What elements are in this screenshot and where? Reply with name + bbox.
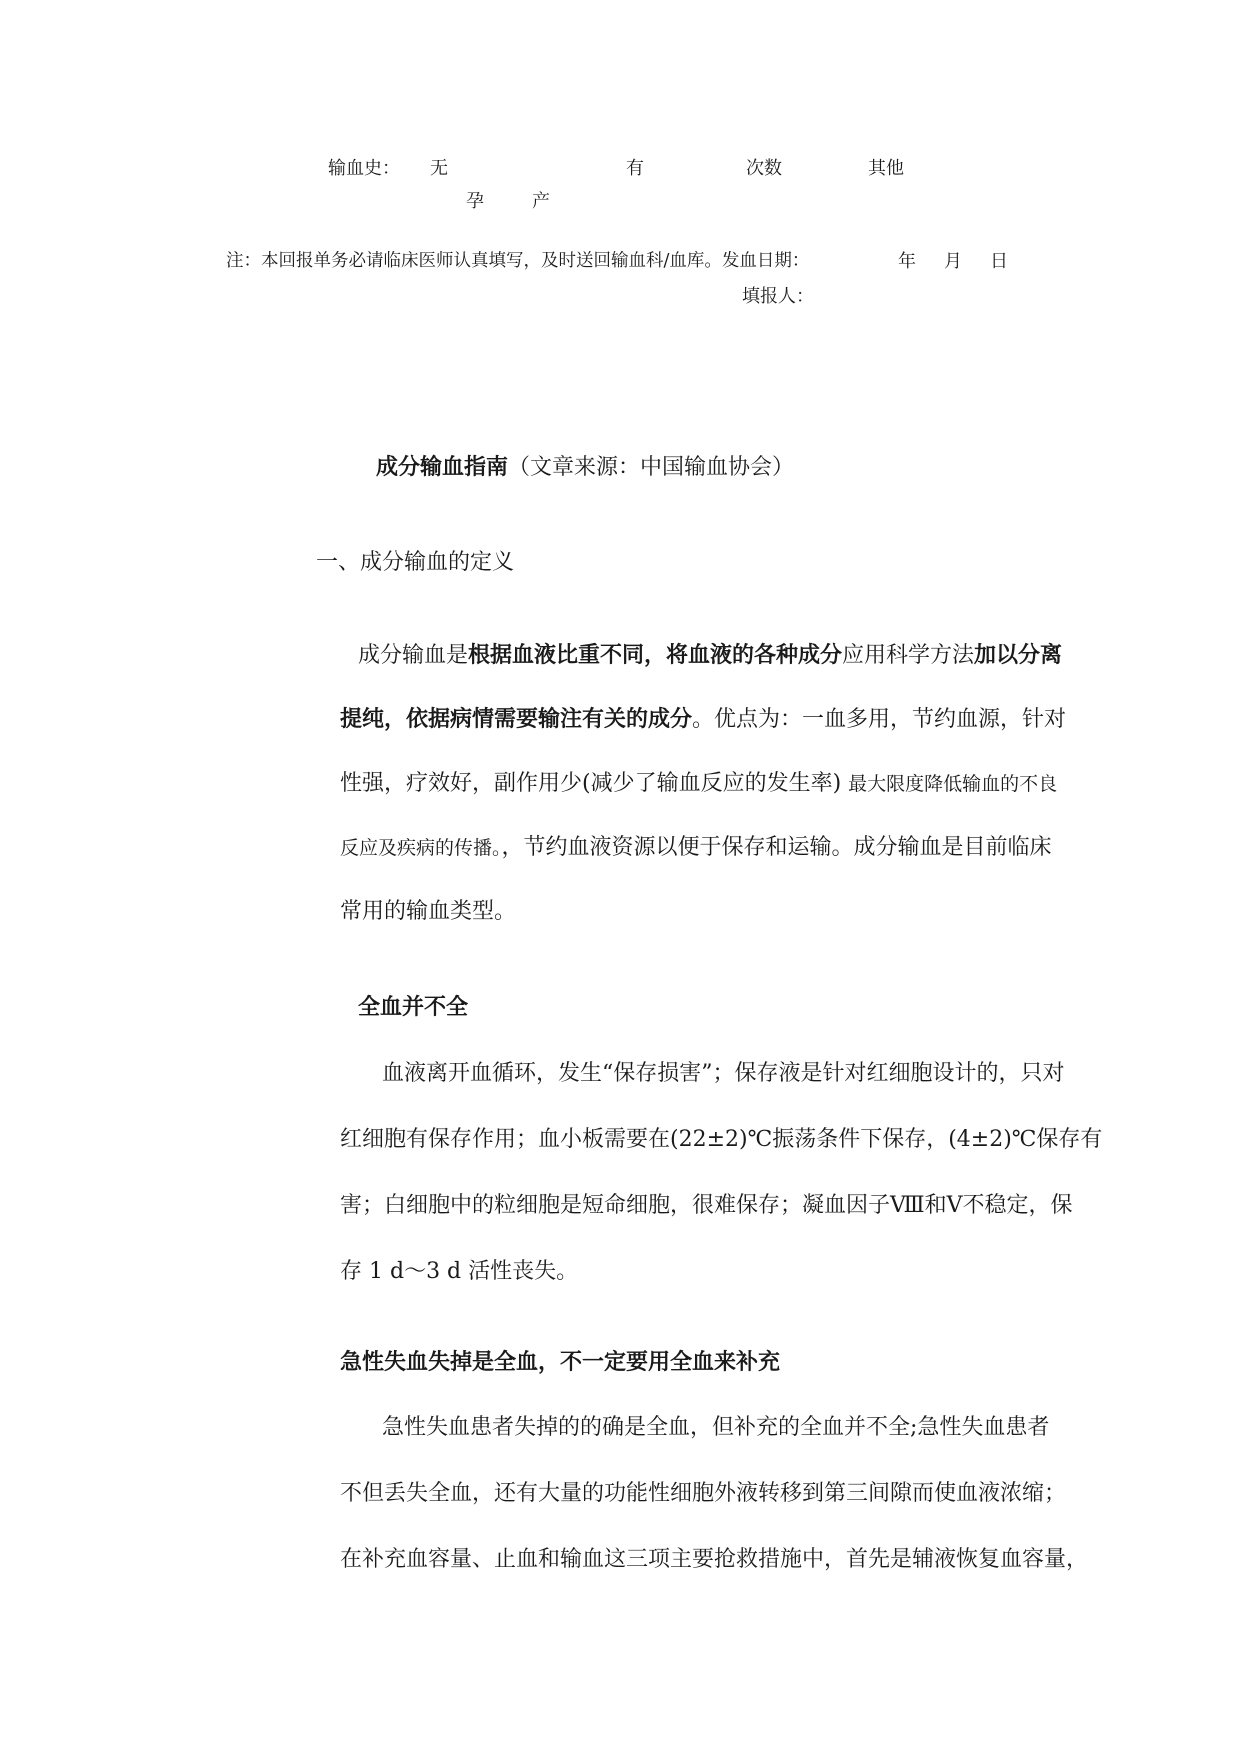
form-note: 注：本回报单务必请临床医师认真填写，及时送回输血科/血库。发血日期： xyxy=(226,251,810,271)
para1-text: 性强，疗效好，副作用少(减少了输血反应的发生率) xyxy=(340,771,842,796)
date-month: 月 xyxy=(944,251,962,272)
para2-line2: 红细胞有保存作用；血小板需要在(22±2)℃振荡条件下保存，(4±2)℃保存有 xyxy=(340,1127,1103,1152)
para1-text: 应用科学方法 xyxy=(842,643,975,668)
transfusion-history-label: 输血史： xyxy=(328,158,400,179)
subheading-acute-blood-loss: 急性失血失掉是全血，不一定要用全血来补充 xyxy=(340,1350,781,1375)
para1-text: 。优点为：一血多用，节约血源，针对 xyxy=(692,707,1067,732)
subheading-whole-blood: 全血并不全 xyxy=(358,995,469,1020)
para1-line5: 常用的输血类型。 xyxy=(340,899,517,924)
para2-line3: 害；白细胞中的粒细胞是短命细胞，很难保存；凝血因子Ⅷ和Ⅴ不稳定，保 xyxy=(340,1193,1073,1218)
para1-line1 xyxy=(358,638,1063,669)
para1-text: 成分输血是 xyxy=(358,643,469,668)
para3-line1: 急性失血患者失掉的的确是全血，但补充的全血并不全;急性失血患者 xyxy=(382,1415,1050,1440)
para1-line4 xyxy=(340,830,1052,861)
para1-small: 最大限度降低输血的不良 xyxy=(848,773,1058,795)
delivery-label: 产 xyxy=(532,191,550,212)
section-heading-definition: 一、成分输血的定义 xyxy=(316,550,515,575)
option-yes: 有 xyxy=(626,158,644,179)
date-day: 日 xyxy=(990,251,1008,272)
para3-line2: 不但丢失全血，还有大量的功能性细胞外液转移到第三间隙而使血液浓缩； xyxy=(340,1481,1067,1506)
option-none: 无 xyxy=(430,158,448,179)
title-main: 成分输血指南 xyxy=(376,455,509,480)
article-title xyxy=(376,450,794,481)
para2-line1: 血液离开血循环，发生“保存损害”；保存液是针对红细胞设计的，只对 xyxy=(382,1061,1065,1086)
date-year: 年 xyxy=(898,251,916,272)
count-label: 次数 xyxy=(746,158,782,179)
para1-bold: 根据血液比重不同，将血液的各种成分 xyxy=(468,643,843,668)
para1-small: 反应及疾病的传播。 xyxy=(340,837,502,859)
pregnancy-label: 孕 xyxy=(466,191,484,212)
para1-bold: 提纯，依据病情需要输注有关的成分 xyxy=(340,707,693,732)
para3-line3: 在补充血容量、止血和输血这三项主要抢救措施中，首先是辅液恢复血容量， xyxy=(340,1547,1089,1572)
other-label: 其他 xyxy=(868,158,904,179)
title-source: （文章来源：中国输血协会） xyxy=(508,455,795,480)
reporter-label: 填报人： xyxy=(742,286,814,307)
para1-line3 xyxy=(340,766,1058,797)
para1-text: ，节约血液资源以便于保存和运输。成分输血是目前临床 xyxy=(501,835,1052,860)
para2-line4: 存 1 d～3 d 活性丧失。 xyxy=(340,1259,579,1284)
para1-line2 xyxy=(340,702,1067,733)
para1-bold: 加以分离 xyxy=(974,643,1063,668)
